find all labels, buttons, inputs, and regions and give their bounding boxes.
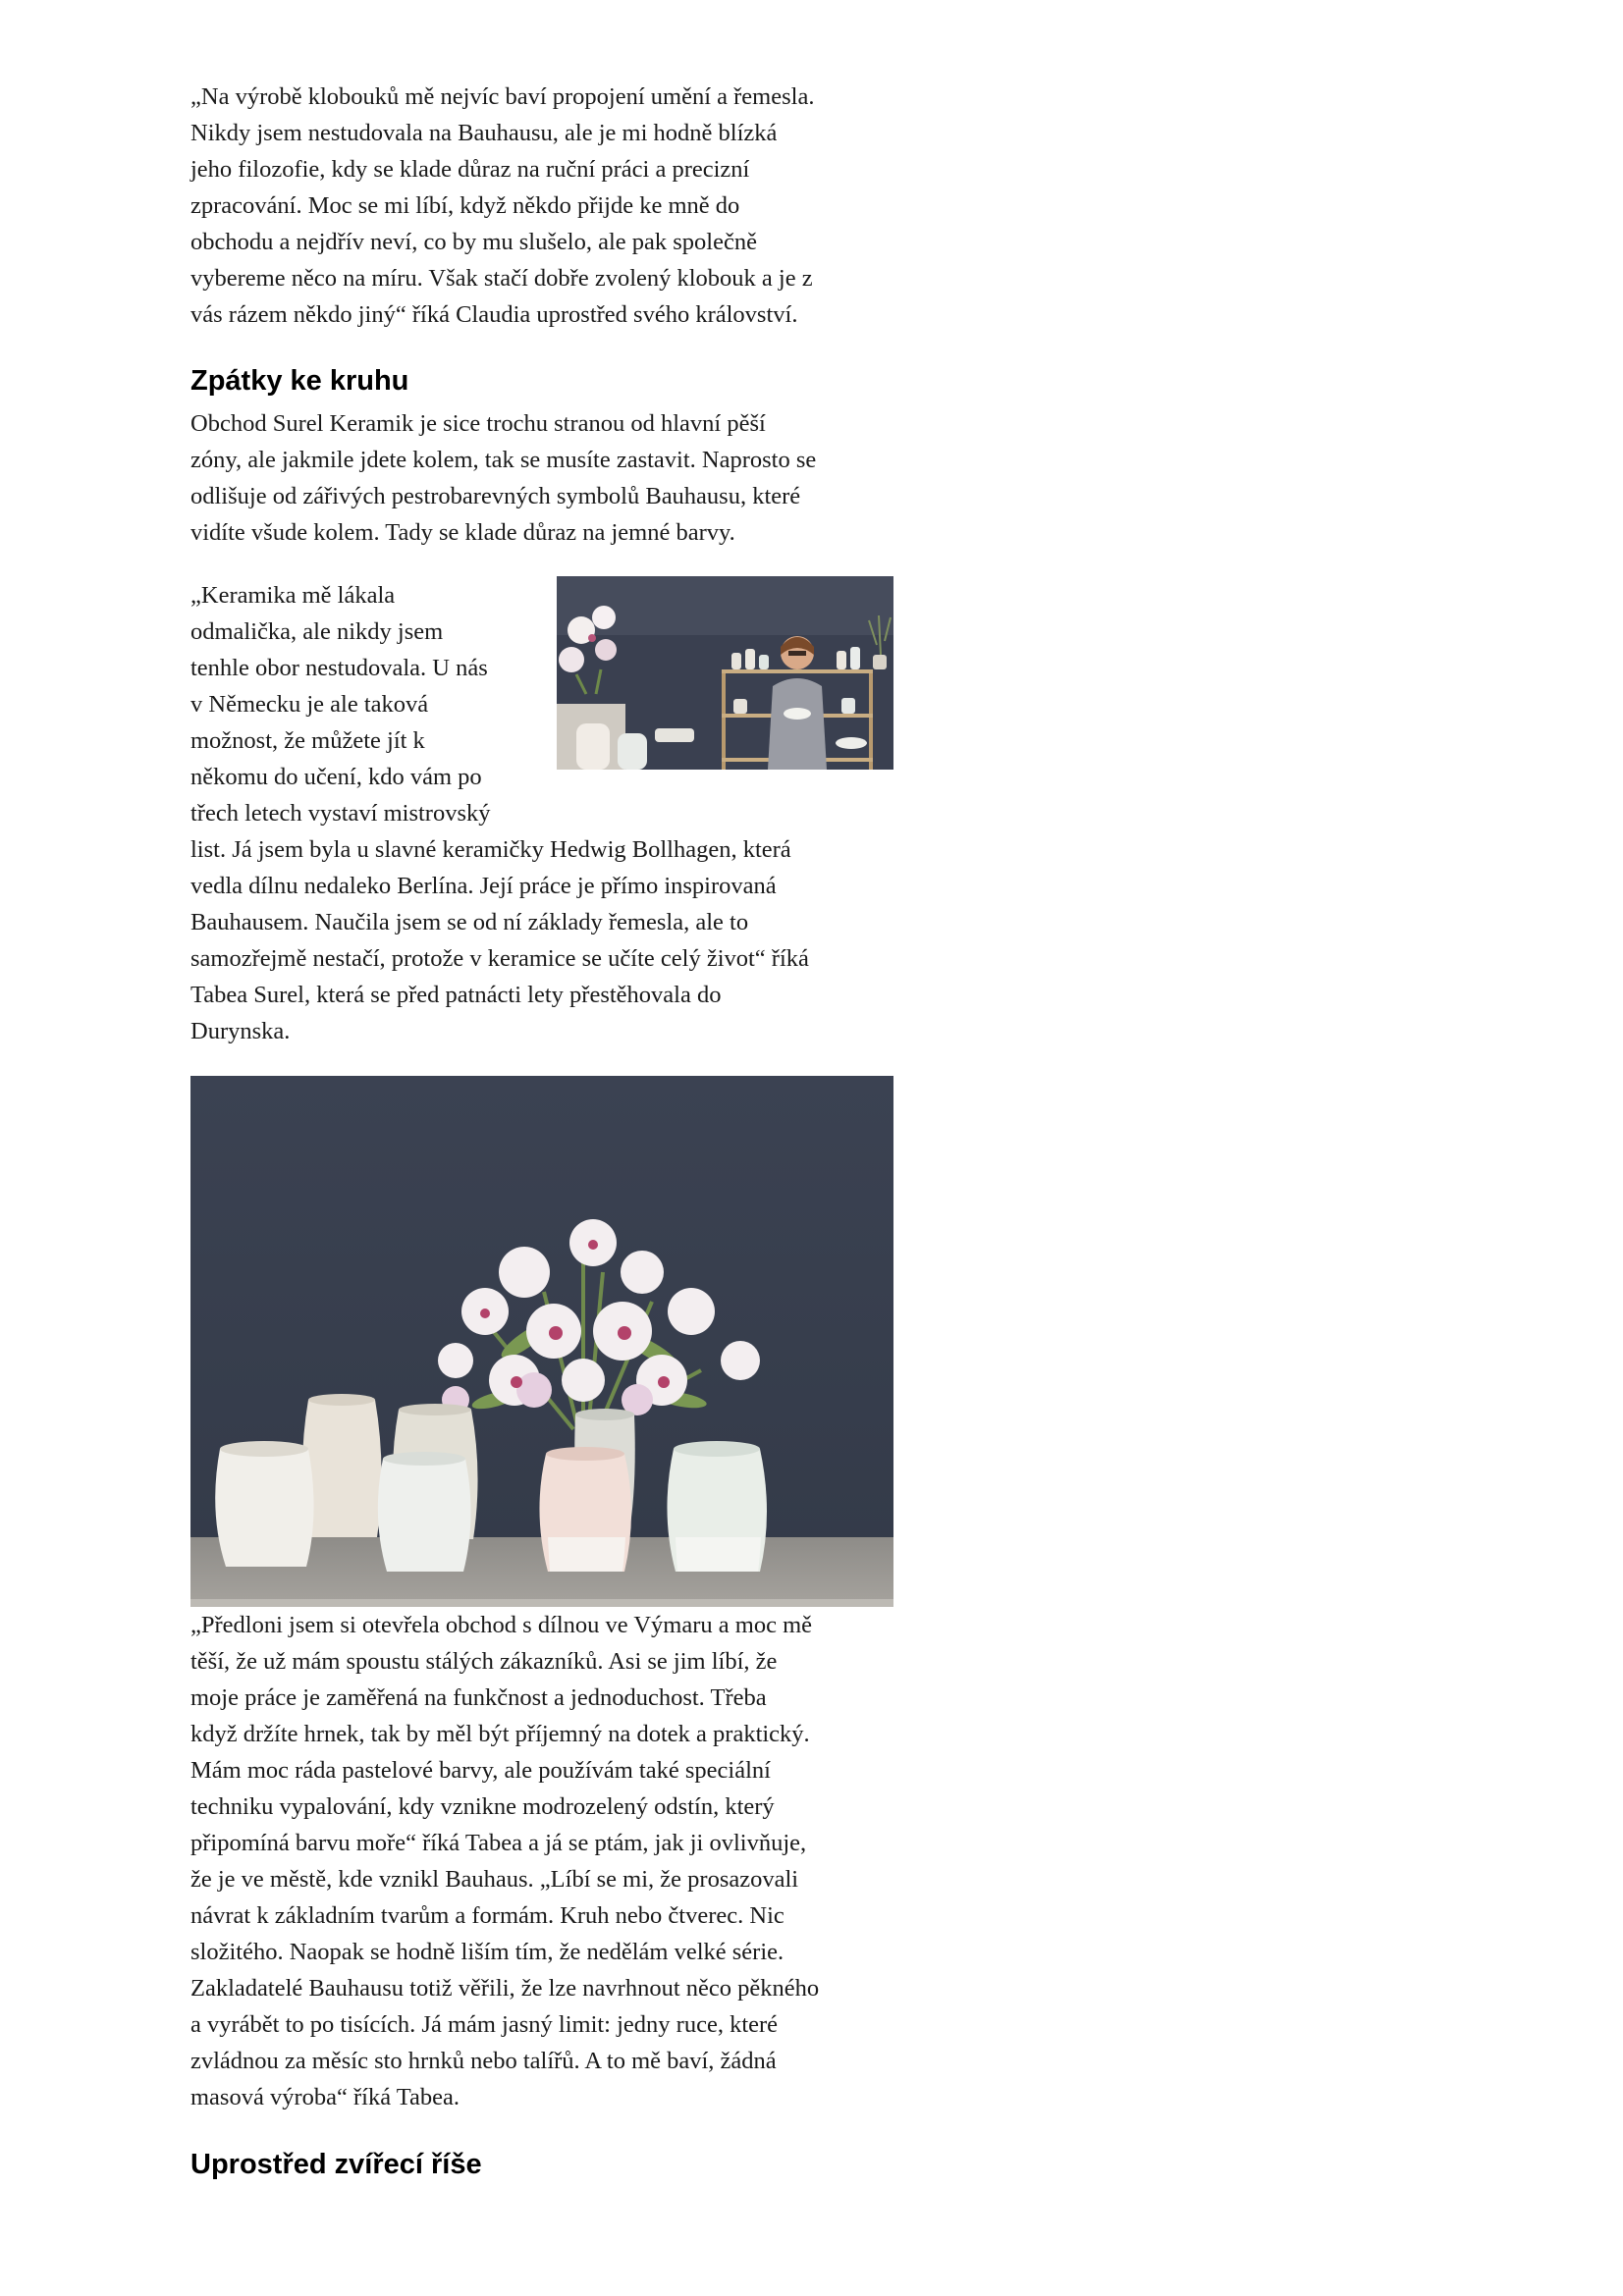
text-line: „Na výrobě klobouků mě nejvíc baví propojení umění a řemesla. [190,83,815,110]
text-line: v Německu je ale taková [190,691,429,718]
text-line: Durynska. [190,1018,291,1044]
quote-paragraph-narrow [190,577,544,831]
text-line: odmalička, ale nikdy jsem [190,618,444,645]
text-line: samozřejmě nestačí, protože v keramice se učíte celý život“ říká [190,945,809,972]
text-line: složitého. Naopak se hodně liším tím, že nedělám velké série. [190,1939,784,1965]
text-line: že je ve městě, kde vznikl Bauhaus. „Líbí se mi, že prosazovali [190,1866,799,1893]
text-line: moje práce je zaměřená na funkčnost a jednoduchost. Třeba [190,1684,767,1711]
text-line: zvládnou za měsíc sto hrnků nebo talířů. A to mě baví, žádná [190,2048,777,2074]
text-line: odlišuje od zářivých pestrobarevných symbolů Bauhausu, které [190,483,801,509]
photo-vases-with-flowers [190,1076,893,1607]
text-line: Tabea Surel, která se před patnácti lety přestěhovala do [190,982,722,1008]
text-line: vedla dílnu nedaleko Berlína. Její práce je přímo inspirovaná [190,873,777,899]
text-line: těší, že už mám spoustu stálých zákazníků. Asi se jim líbí, že [190,1648,778,1675]
text-line: někomu do učení, kdo vám po [190,764,482,790]
text-line: možnost, že můžete jít k [190,727,425,754]
text-line: Zakladatelé Bauhausu totiž věřili, že lze navrhnout něco pěkného [190,1975,820,2002]
section-heading-zpatky-ke-kruhu: Zpátky ke kruhu [190,365,409,397]
text-line: masová výroba“ říká Tabea. [190,2084,460,2110]
text-line: připomíná barvu moře“ říká Tabea a já se ptám, jak ji ovlivňuje, [190,1830,807,1856]
text-line: jeho filozofie, kdy se klade důraz na ruční práci a precizní [190,156,750,183]
text-line: list. Já jsem byla u slavné keramičky Hedwig Bollhagen, která [190,836,791,863]
text-line: Bauhausem. Naučila jsem se od ní základy řemesla, ale to [190,909,749,935]
text-line: a vyrábět to po tisících. Já mám jasný limit: jedny ruce, které [190,2011,779,2038]
workshop-paragraph [190,1607,893,2115]
text-line: vybereme něco na míru. Však stačí dobře zvolený klobouk a je z [190,265,813,292]
photo-potter-in-shop [557,576,893,770]
text-line: techniku vypalování, kdy vznikne modrozelený odstín, který [190,1793,775,1820]
text-line: třech letech vystaví mistrovský [190,800,491,827]
text-line: zóny, ale jakmile jdete kolem, tak se musíte zastavit. Naprosto se [190,447,817,473]
text-line: „Keramika mě lákala [190,582,396,609]
text-line: zpracování. Moc se mi líbí, když někdo přijde ke mně do [190,192,740,219]
intro-paragraph [190,79,893,333]
text-line: „Předloni jsem si otevřela obchod s dílnou ve Výmaru a moc mě [190,1612,813,1638]
text-line: vás rázem někdo jiný“ říká Claudia uprostřed svého království. [190,301,798,328]
shop-paragraph [190,405,893,551]
text-line: Nikdy jsem nestudovala na Bauhausu, ale je mi hodně blízká [190,120,778,146]
text-line: obchodu a nejdřív neví, co by mu slušelo, ale pak společně [190,229,757,255]
text-line: když držíte hrnek, tak by měl být příjemný na dotek a praktický. [190,1721,810,1747]
text-line: Obchod Surel Keramik je sice trochu stranou od hlavní pěší [190,410,766,437]
section-heading-uprostred-zvireci-rise: Uprostřed zvířecí říše [190,2149,482,2180]
text-line: návrat k základním tvarům a formám. Kruh nebo čtverec. Nic [190,1902,784,1929]
quote-paragraph-wide [190,831,893,1049]
text-line: vidíte všude kolem. Tady se klade důraz na jemné barvy. [190,519,735,546]
text-line: tenhle obor nestudovala. U nás [190,655,488,681]
text-line: Mám moc ráda pastelové barvy, ale používám také speciální [190,1757,771,1784]
